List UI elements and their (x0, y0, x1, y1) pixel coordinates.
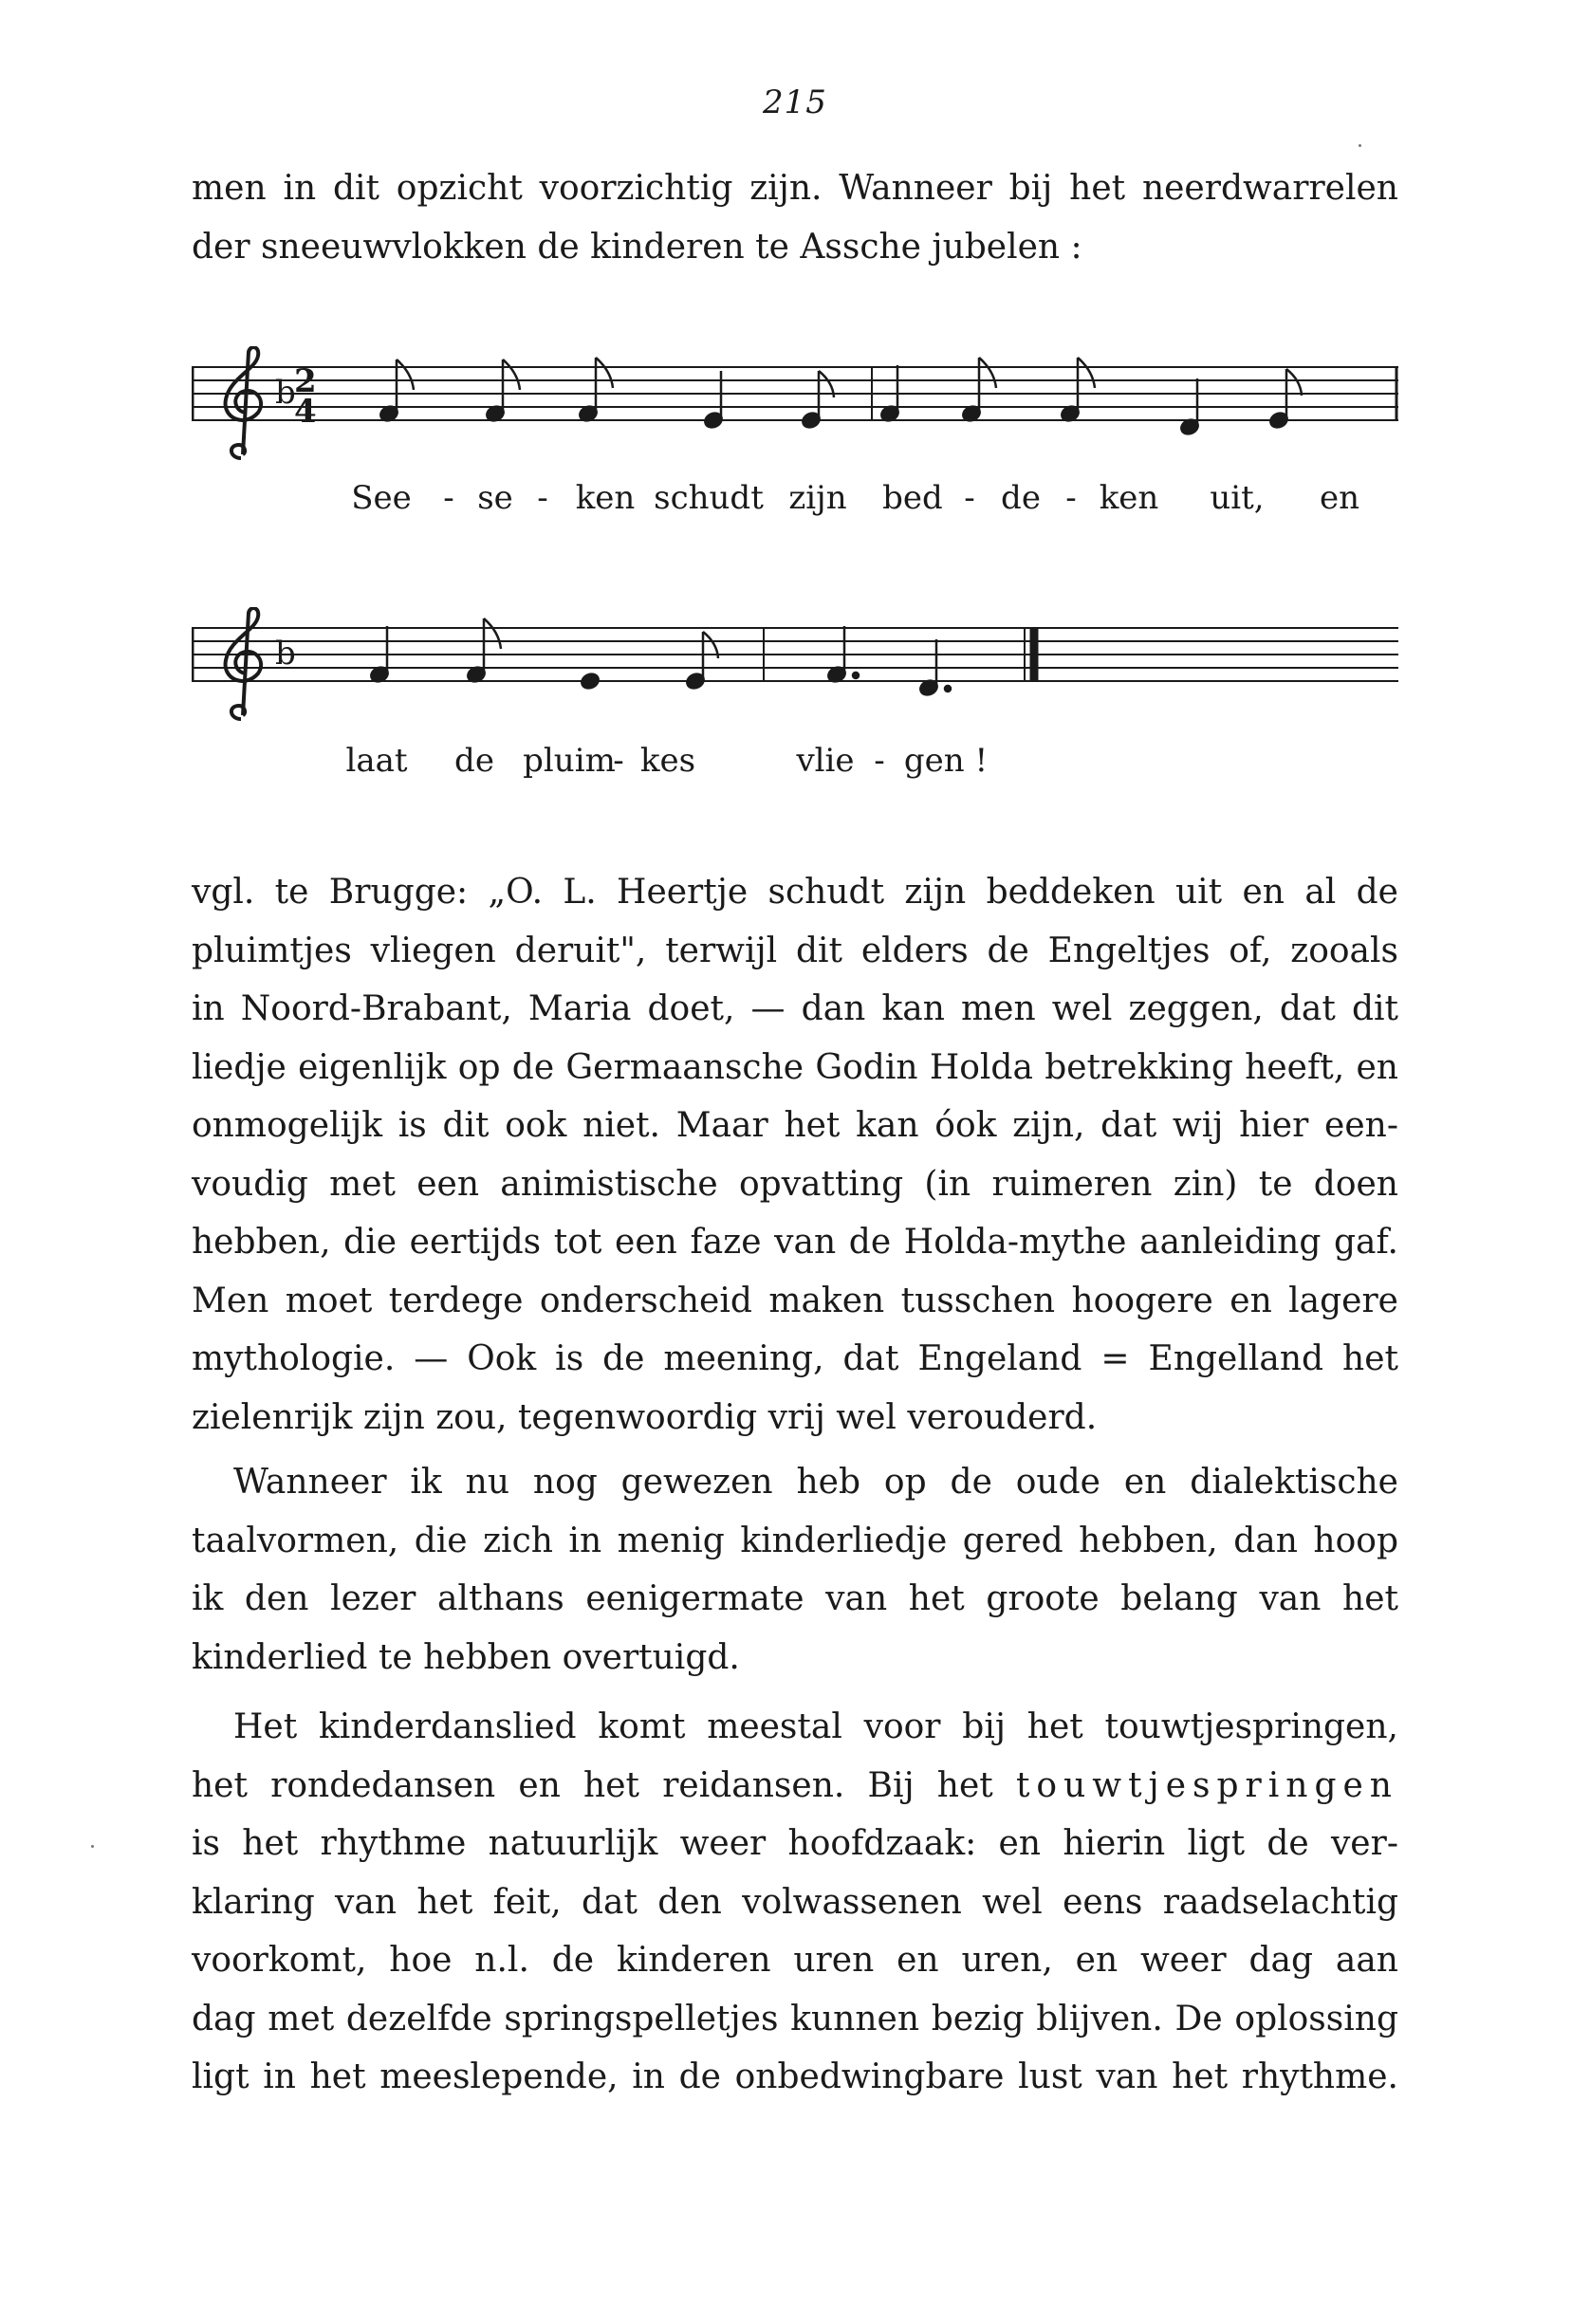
flat-sign: b (275, 635, 296, 673)
text-line: in Noord-Brabant, Maria doet, — dan kan men wel zeggen, dat dit (192, 989, 1398, 1028)
text-line: liedje eigenlijk op de Germaansche Godin Holda betrekking heeft, en (192, 1047, 1398, 1087)
lyric-syllable: de (454, 742, 494, 780)
text-line: mythologie. — Ook is de meening, dat Engeland = Engelland het (192, 1339, 1398, 1378)
treble-clef (226, 347, 262, 458)
text-line (192, 1757, 1398, 1816)
text-line: Wanneer ik nu nog gewezen heb op de oude en dialektische (233, 1463, 1398, 1502)
lyric-syllable: bed (882, 479, 943, 517)
lyric-syllable: ken (575, 479, 636, 517)
lyric-syllable: uit, (1210, 479, 1265, 517)
note-eighth (485, 360, 520, 423)
lyric-syllable: pluim (523, 742, 616, 780)
text-line: men in dit opzicht voorzichtig zijn. Wanneer bij het neerdwarrelen (192, 169, 1398, 208)
lyric-hyphen: - (443, 479, 454, 517)
time-signature-top: 2 (294, 362, 317, 400)
text-line: klaring van het feit, dat den volwassenen wel eens raadselachtig (192, 1882, 1398, 1922)
lyric-syllable: zijn (788, 479, 847, 517)
intro-text (192, 159, 1398, 276)
text-line: vgl. te Brugge: „O. L. Heertje schudt zijn beddeken uit en al de (192, 873, 1398, 912)
lyric-syllable: se (477, 479, 513, 517)
lyric-syllable: vlie (796, 742, 855, 780)
note-quarter (580, 672, 601, 691)
lyric-syllable: de (1001, 479, 1041, 517)
print-speck (91, 1845, 94, 1848)
lyric-syllable: en (1319, 479, 1360, 517)
text-line: onmogelijk is dit ook niet. Maar het kan óok zijn, dat wij hier een- (192, 1106, 1398, 1145)
music-staff-1 (192, 346, 1398, 479)
lyric-hyphen: - (964, 479, 975, 517)
text-line: ik den lezer althans eenigermate van het groote belang van het (192, 1579, 1398, 1618)
lyric-syllable: gen ! (903, 742, 989, 780)
text-line: voudig met een animistische opvatting (in ruimeren zin) te doen (192, 1164, 1398, 1204)
lyric-syllable: kes (639, 742, 696, 780)
text-line: kinderlied te hebben overtuigd. (192, 1637, 740, 1677)
text-line: ligt in het meeslepende, in de onbedwingbare lust van het rhythme. (192, 2057, 1398, 2096)
text-line: voorkomt, hoe n.l. de kinderen uren en uren, en weer dag aan (192, 1941, 1398, 1980)
note-eighth (379, 360, 414, 423)
lyric-syllable: laat (345, 742, 408, 780)
music-staff-2 (192, 607, 1398, 740)
print-speck (1359, 144, 1361, 147)
page-number: 215 (763, 83, 827, 121)
text-line: pluimtjes vliegen deruit", terwijl dit elders de Engeltjes of, zooals (192, 931, 1398, 970)
text-line: is het rhythme natuurlijk weer hoofdzaak: en hierin ligt de ver- (192, 1824, 1398, 1863)
lyrics-line-2 (192, 742, 1398, 789)
flat-sign: b (275, 374, 296, 412)
lyric-hyphen: - (613, 742, 624, 780)
text-line: dag met dezelfde springspelletjes kunnen bezig blijven. De oplossing (192, 1999, 1398, 2038)
paragraph-3 (192, 1698, 1398, 2107)
spaced-term: touwtjespringen (1015, 1765, 1398, 1805)
lyric-hyphen: - (874, 742, 885, 780)
lyric-syllable: ken (1099, 479, 1159, 517)
lyric-syllable: See (351, 479, 412, 517)
text-line: taalvormen, die zich in menig kinderliedje gered hebben, dan hoop (192, 1521, 1398, 1560)
text-span: het rondedansen en het reidansen. Bij het (192, 1765, 993, 1805)
lyric-hyphen: - (537, 479, 548, 517)
text-line: Men moet terdege onderscheid maken tusschen hoogere en lagere (192, 1281, 1398, 1320)
treble-clef (226, 608, 262, 719)
time-signature-bottom: 4 (294, 393, 317, 431)
lyric-syllable: schudt (654, 479, 764, 517)
text-line: zielenrijk zijn zou, tegenwoordig vrij wel verouderd. (192, 1397, 1098, 1437)
paragraph-1 (192, 863, 1398, 1447)
text-line: der sneeuwvlokken de kinderen te Assche jubelen : (192, 227, 1082, 267)
lyric-hyphen: - (1065, 479, 1077, 517)
paragraph-2 (192, 1453, 1398, 1687)
text-line: hebben, die eertijds tot een faze van de Holda-mythe aanleiding gaf. (192, 1223, 1398, 1262)
lyrics-line-1 (192, 479, 1398, 526)
text-line: Het kinderdanslied komt meestal voor bij het touwtjespringen, (233, 1707, 1398, 1746)
